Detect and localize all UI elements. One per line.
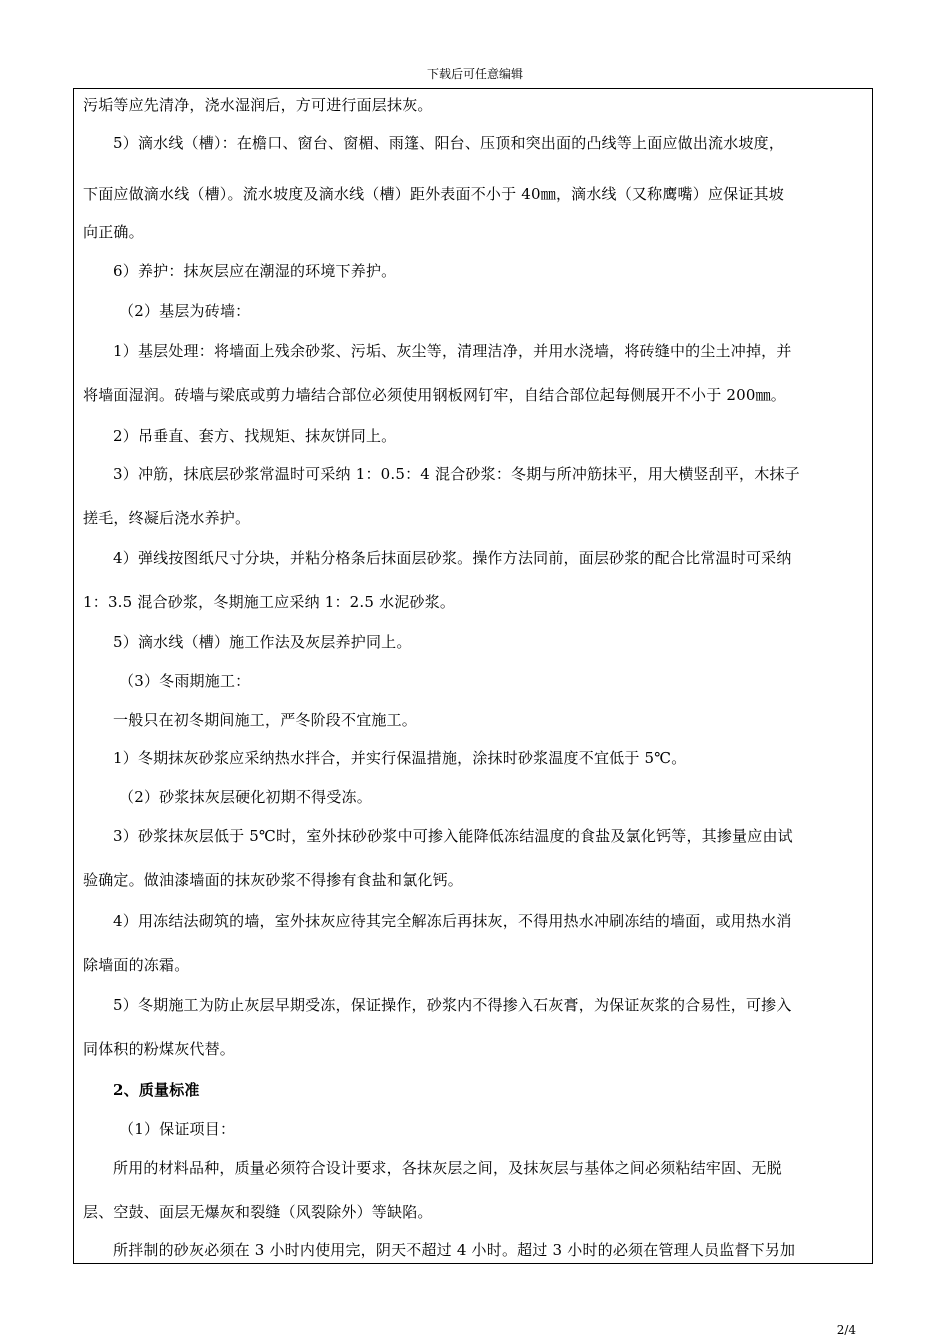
page-header: 下载后可任意编辑 <box>426 67 523 81</box>
paragraph-line: 1）基层处理：将墙面上残余砂浆、污垢、灰尘等，清理洁净，并用水浇墙，将砖缝中的尘土冲掉，并 <box>113 342 792 360</box>
paragraph-line: 除墙面的冻霜。 <box>83 956 190 974</box>
paragraph-line: 2）吊垂直、套方、找规矩、抹灰饼同上。 <box>113 427 397 445</box>
paragraph-line: 验确定。做油漆墙面的抹灰砂浆不得掺有食盐和氯化钙。 <box>83 871 464 889</box>
page-number: 2/4 <box>836 1323 856 1337</box>
paragraph-line: 污垢等应先清净，浇水湿润后，方可进行面层抹灰。 <box>83 96 433 114</box>
paragraph-line: 同体积的粉煤灰代替。 <box>83 1040 236 1058</box>
paragraph-line: 3）冲筋，抹底层砂浆常温时可采纳 1：0.5：4 混合砂浆：冬期与所冲筋抹平，用大横竖刮平，木抹子 <box>113 465 800 483</box>
paragraph-line: 4）弹线按图纸尺寸分块，并粘分格条后抹面层砂浆。操作方法同前，面层砂浆的配合比常温时可采纳 <box>113 549 792 567</box>
paragraph-line: 一般只在初冬期间施工，严冬阶段不宜施工。 <box>113 711 418 729</box>
paragraph-line: 5）滴水线（槽）施工作法及灰层养护同上。 <box>113 633 412 651</box>
paragraph-line: 1：3.5 混合砂浆，冬期施工应采纳 1：2.5 水泥砂浆。 <box>83 593 456 611</box>
paragraph-line: 3）砂浆抹灰层低于 5℃时，室外抹砂砂浆中可掺入能降低冻结温度的食盐及氯化钙等，其掺量应由试 <box>113 827 793 845</box>
paragraph-line: 6）养护：抹灰层应在潮湿的环境下养护。 <box>113 262 397 280</box>
paragraph-line: 所用的材料品种，质量必须符合设计要求，各抹灰层之间，及抹灰层与基体之间必须粘结牢固、无脱 <box>113 1159 782 1177</box>
paragraph-line: （2）砂浆抹灰层硬化初期不得受冻。 <box>119 788 372 806</box>
section-heading: （3）冬雨期施工： <box>119 672 251 690</box>
section-heading: （1）保证项目： <box>119 1120 236 1138</box>
content-frame <box>73 88 873 1264</box>
paragraph-line: 下面应做滴水线（槽）。流水坡度及滴水线（槽）距外表面不小于 40㎜，滴水线（又称鹰嘴）应保证其坡 <box>83 185 784 203</box>
paragraph-line: 向正确。 <box>83 223 144 241</box>
paragraph-line: 5）冬期施工为防止灰层早期受冻，保证操作，砂浆内不得掺入石灰膏，为保证灰浆的合易性，可掺入 <box>113 996 792 1014</box>
paragraph-line: 1）冬期抹灰砂浆应采纳热水拌合，并实行保温措施，涂抹时砂浆温度不宜低于 5℃。 <box>113 749 687 767</box>
paragraph-line: 将墙面湿润。砖墙与梁底或剪力墙结合部位必须使用钢板网钉牢，自结合部位起每侧展开不小于 200㎜。 <box>83 386 787 404</box>
section-heading: （2）基层为砖墙： <box>119 302 251 320</box>
paragraph-line: 5）滴水线（槽）：在檐口、窗台、窗楣、雨篷、阳台、压顶和突出面的凸线等上面应做出流水坡度， <box>113 134 785 152</box>
paragraph-line: 搓毛，终凝后浇水养护。 <box>83 509 251 527</box>
section-title: 2、质量标准 <box>113 1081 200 1099</box>
paragraph-line: 4）用冻结法砌筑的墙，室外抹灰应待其完全解冻后再抹灰，不得用热水冲刷冻结的墙面，或用热水消 <box>113 912 792 930</box>
paragraph-line: 层、空鼓、面层无爆灰和裂缝（风裂除外）等缺陷。 <box>83 1203 433 1221</box>
paragraph-line: 所拌制的砂灰必须在 3 小时内使用完，阴天不超过 4 小时。超过 3 小时的必须在管理人员监督下另加 <box>113 1241 796 1259</box>
